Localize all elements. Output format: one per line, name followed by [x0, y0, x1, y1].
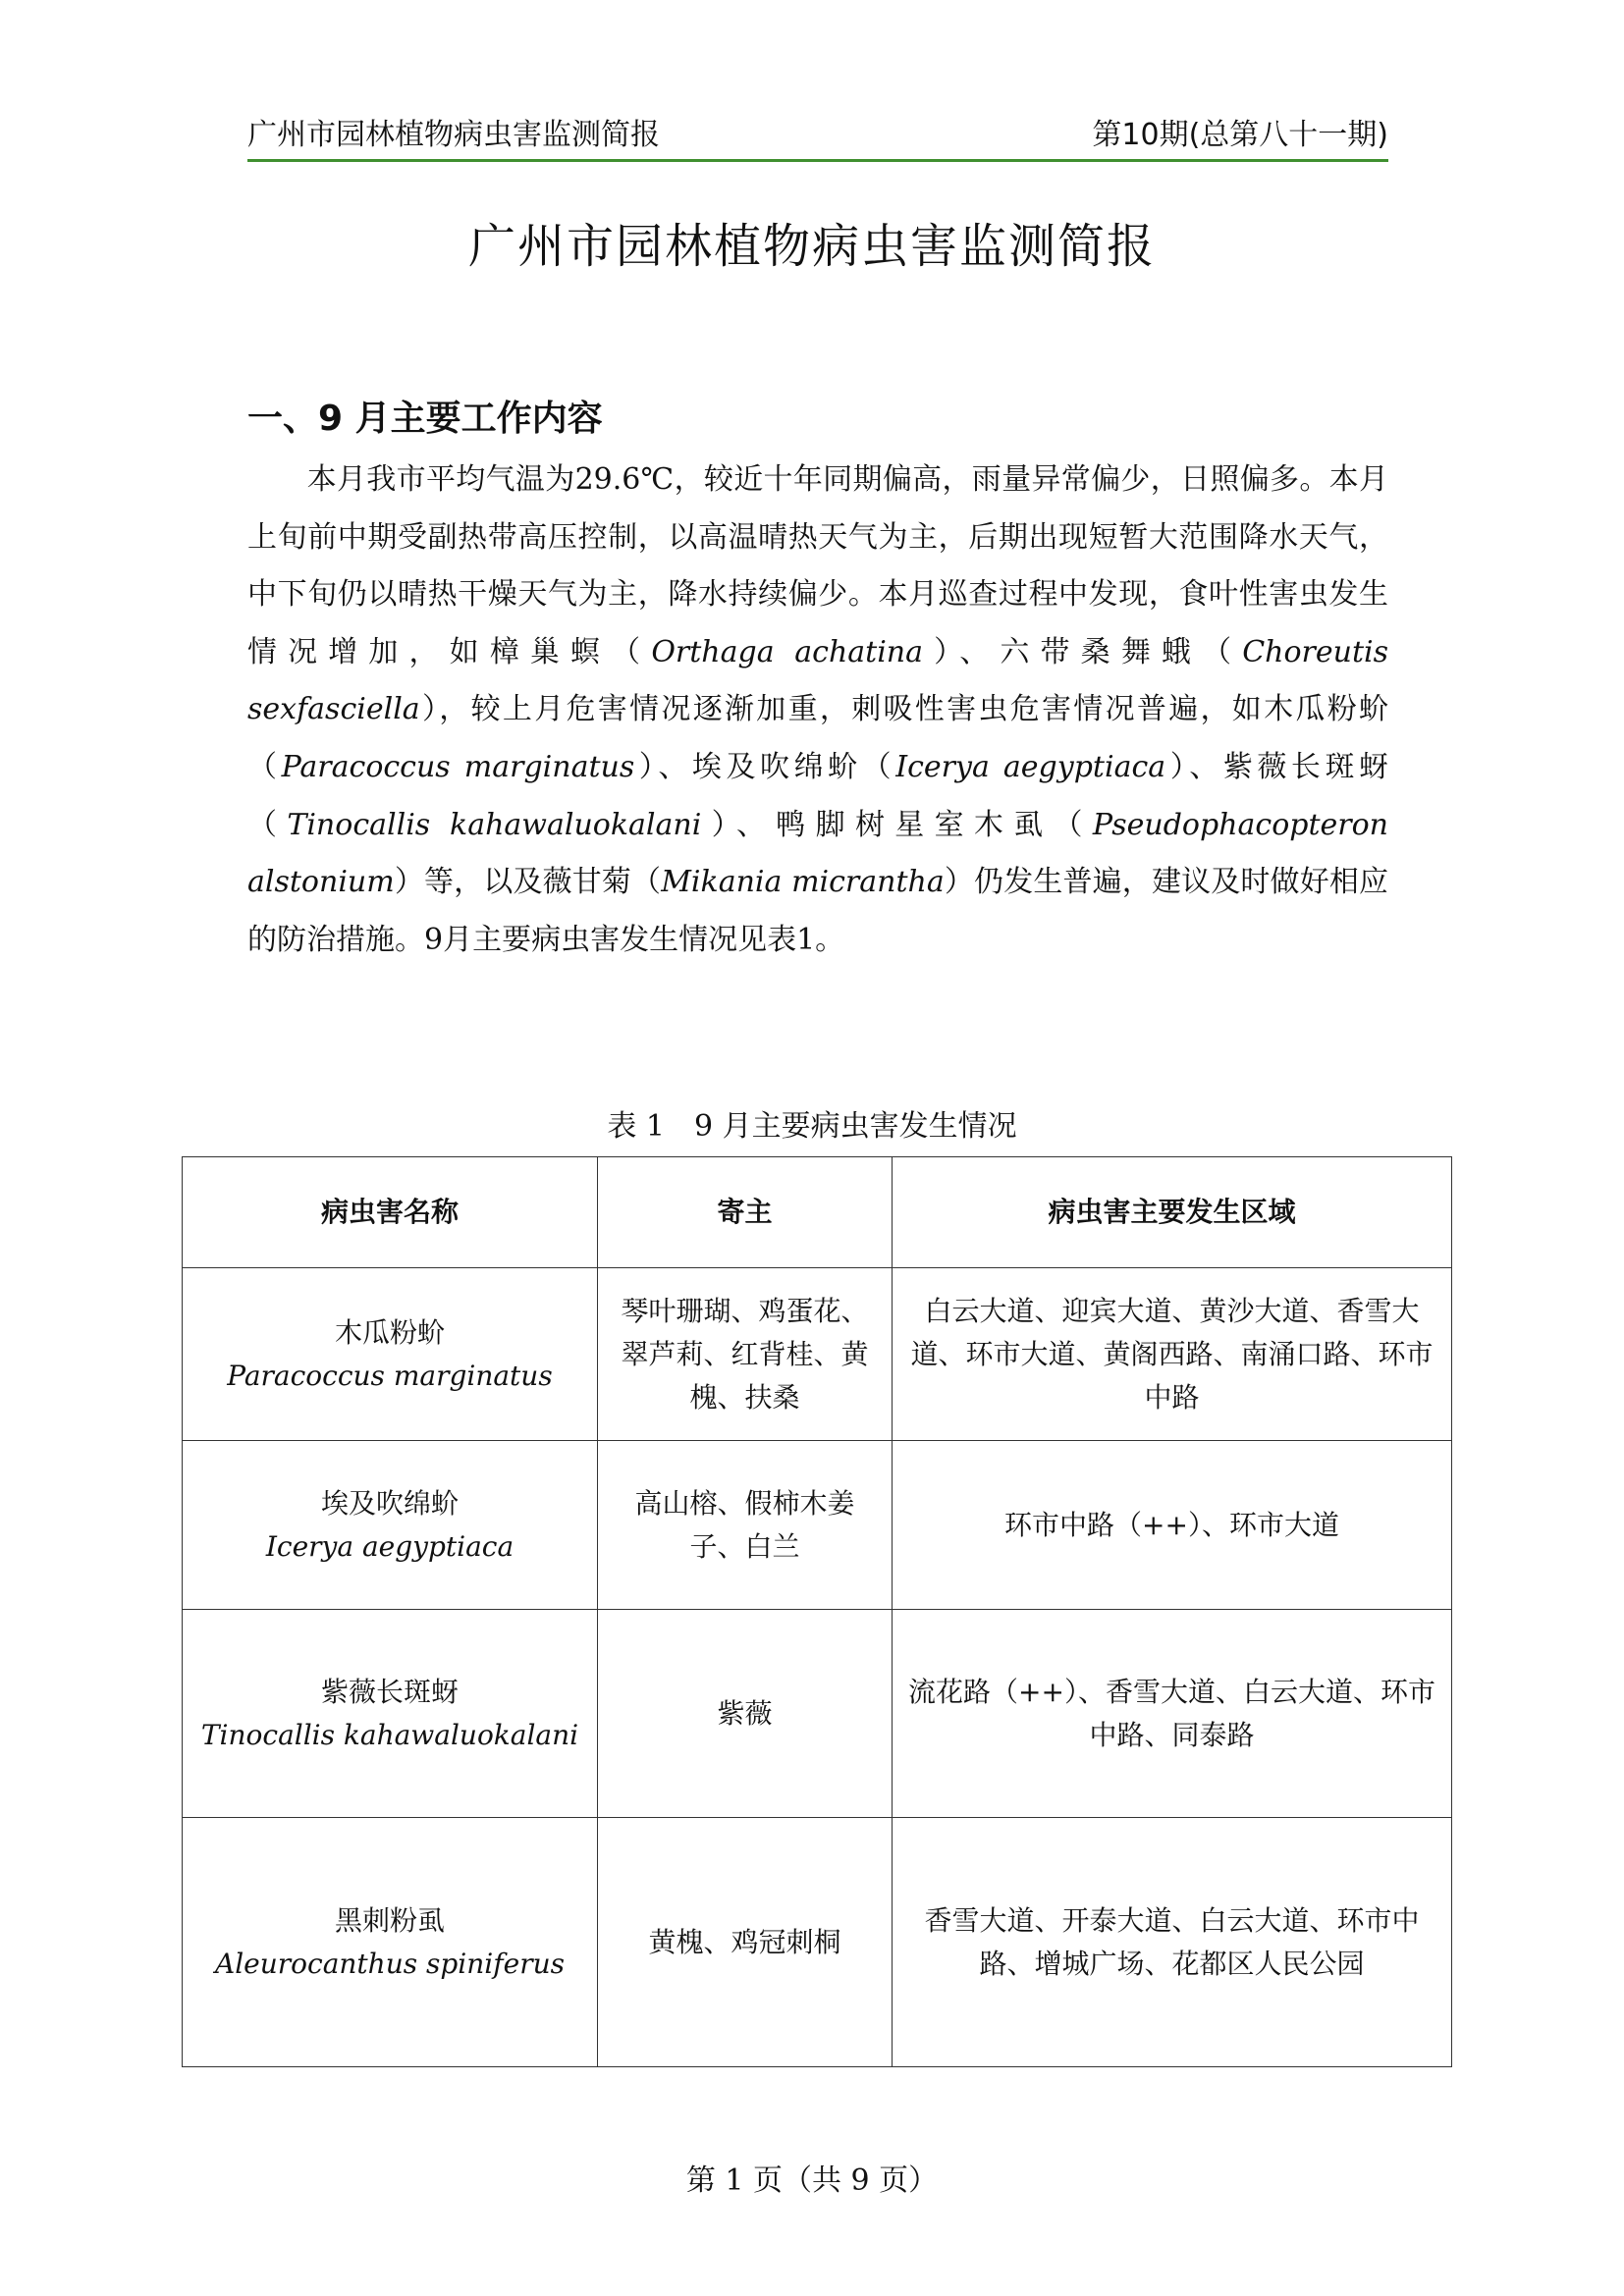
- column-header-pest-name: 病虫害名称: [183, 1157, 598, 1268]
- pest-chinese-name: 埃及吹绵蚧: [320, 1486, 459, 1520]
- paragraph-text: ）、六带桑舞蛾（: [923, 634, 1243, 669]
- host-cell: 紫薇: [598, 1610, 893, 1818]
- header-bulletin-name: 广州市园林植物病虫害监测简报: [247, 118, 660, 152]
- column-header-area: 病虫害主要发生区域: [893, 1157, 1452, 1268]
- page-footer: 第 1 页（共 9 页）: [685, 2163, 939, 2198]
- pest-name-cell: [183, 1441, 598, 1610]
- latin-name: Choreutis sexfasciella: [247, 634, 1389, 727]
- host-cell: 黄槐、鸡冠刺桐: [598, 1818, 893, 2067]
- area-cell: 白云大道、迎宾大道、黄沙大道、香雪大道、环市大道、黄阁西路、南涌口路、环市中路: [893, 1268, 1452, 1441]
- pest-table: [182, 1156, 1452, 2067]
- pest-latin-name: Tinocallis kahawaluokalani: [200, 1718, 579, 1751]
- pest-chinese-name: 紫薇长斑蚜: [320, 1675, 459, 1708]
- section-heading: 一、9 月主要工作内容: [247, 399, 603, 439]
- latin-name: Icerya aegyptiaca: [895, 749, 1166, 784]
- pest-latin-name: Icerya aegyptiaca: [265, 1529, 514, 1563]
- area-cell: 流花路（++）、香雪大道、白云大道、环市中路、同泰路: [893, 1610, 1452, 1818]
- pest-latin-name: Aleurocanthus spiniferus: [215, 1947, 565, 1980]
- paragraph-text: 本月我市平均气温为29.6℃，较近十年同期偏高，雨量异常偏少，日照偏多。本月上旬前中期受副热带高压控制，以高温晴热天气为主，后期出现短暂大范围降水天气，中下旬仍以晴热干燥天气为主，降水持续偏少。本月巡查过程中发现，食叶性害虫发生情况增加，如樟巢螟（: [247, 462, 1389, 669]
- header-issue-number: 第10期(总第八十一期): [1092, 118, 1388, 152]
- pest-name-cell: [183, 1818, 598, 2067]
- table-caption: 表 1 9 月主要病虫害发生情况: [607, 1109, 1017, 1144]
- pest-latin-name: Paracoccus marginatus: [227, 1359, 553, 1392]
- document-title: 广州市园林植物病虫害监测简报: [467, 219, 1156, 274]
- table-header-row: [183, 1157, 1452, 1268]
- table-row: [183, 1610, 1452, 1818]
- latin-name: Mikania micrantha: [661, 865, 945, 900]
- paragraph-text: ）、埃及吹绵蚧（: [634, 749, 896, 784]
- column-header-host: 寄主: [598, 1157, 893, 1268]
- paragraph-text: ）等，以及薇甘菊（: [394, 865, 662, 900]
- pest-name-cell: [183, 1268, 598, 1441]
- table-row: [183, 1441, 1452, 1610]
- area-cell: 香雪大道、开泰大道、白云大道、环市中路、增城广场、花都区人民公园: [893, 1818, 1452, 2067]
- area-cell: 环市中路（++）、环市大道: [893, 1441, 1452, 1610]
- table-row: [183, 1268, 1452, 1441]
- latin-name: Pseudophacopteron alstonium: [247, 807, 1389, 900]
- pest-name-cell: [183, 1610, 598, 1818]
- paragraph-text: ）、紫薇长斑蚜（: [247, 749, 1389, 842]
- paragraph-text: ）仍发生普遍，建议及时做好相应的防治措施。9月主要病虫害发生情况见表1。: [247, 865, 1389, 957]
- paragraph-text: ），较上月危害情况逐渐加重，刺吸性害虫危害情况普遍，如木瓜粉蚧（: [247, 692, 1388, 784]
- latin-name: Tinocallis kahawaluokalani: [287, 807, 702, 842]
- host-cell: 高山榕、假柿木姜子、白兰: [598, 1441, 893, 1610]
- host-cell: 琴叶珊瑚、鸡蛋花、翠芦莉、红背桂、黄槐、扶桑: [598, 1268, 893, 1441]
- body-paragraph: [247, 452, 1388, 969]
- latin-name: Paracoccus marginatus: [281, 749, 635, 784]
- paragraph-text: ）、鸭脚树星室木虱（: [701, 807, 1093, 842]
- pest-chinese-name: 黑刺粉虱: [334, 1903, 445, 1937]
- running-header: [247, 116, 1388, 162]
- table-row: [183, 1818, 1452, 2067]
- latin-name: Orthaga achatina: [651, 634, 924, 669]
- pest-chinese-name: 木瓜粉蚧: [334, 1315, 445, 1349]
